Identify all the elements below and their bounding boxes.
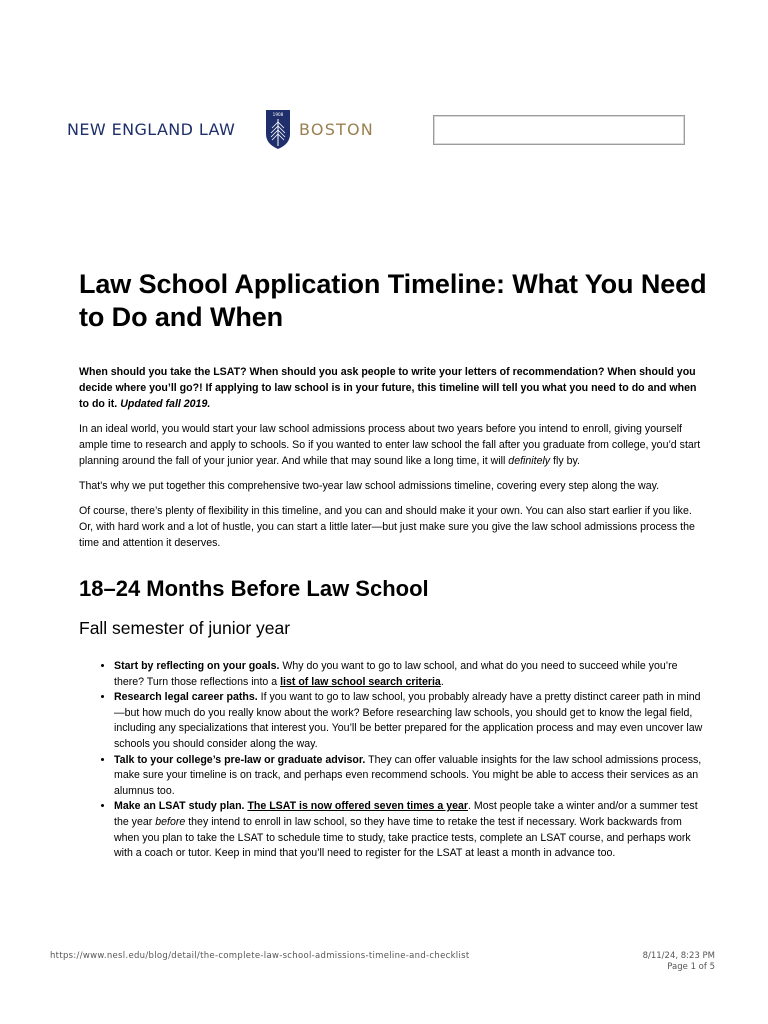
list-item-text: They can offer valuable insights for the law school admissions process, make sure your timeline is on track, and perhaps even recommend schools. You might be able to access their services as an alumnus too. <box>114 753 702 797</box>
list-item-lead: Research legal career paths. <box>114 691 258 704</box>
list-item-text: Why do you want to go to law school, and what do you need to succeed while you’re there? Turn those reflections into a <box>114 660 678 688</box>
footer-meta <box>643 951 715 973</box>
footer-page-number: Page 1 of 5 <box>667 962 715 972</box>
list-item-lead: Start by reflecting on your goals. <box>114 660 280 672</box>
paragraph-1-text-a: In an ideal world, you would start your law school admissions process about two years before you intend to enroll, giving yourself ample time to research and apply to schools. So if you wanted to enter law school the fall after you graduate from college, you’d start planning around the fall of your junior year. And while that may sound like a long time, it will <box>79 423 701 467</box>
paragraph-3: Of course, there’s plenty of flexibility in this timeline, and you can and should make it your own. You can also start earlier if you like. Or, with hard work and a lot of hustle, you can start a little later—but just make sure you give the law school admissions process the time and attention it deserves. <box>79 505 695 549</box>
footer-url: https://www.nesl.edu/blog/detail/the-complete-law-school-admissions-timeline-and-checklist <box>50 951 470 961</box>
article-content <box>79 268 707 862</box>
list-item-text: If you want to go to law school, you probably already have a pretty distinct career path in mind—but how much do you really know about the work? Before researching law schools, you should get to know the legal field, including any specializations that interest you. You’ll be better prepared for the application process and may even uncover law schools you should consider along the way. <box>114 691 703 750</box>
intro-text: When should you take the LSAT? When should you ask people to write your letters of recommendation? When should you decide where you’ll go?! If applying to law school is in your future, this timeline will tell you what you need to do and when to do it. <box>79 366 697 410</box>
list-item-text-end: . <box>440 675 444 688</box>
list-item-text-end: they intend to enroll in law school, so they have time to retake the test if necessary. Work backwards from when you plan to take the LSAT to schedule time to study, take practice tests, complete an LSAT course, and perhaps work with a coach or tutor. Keep in mind that you’ll need to register for the LSAT at least a month in advance too. <box>114 815 691 860</box>
list-item-lead: Make an LSAT study plan. <box>114 800 245 813</box>
site-header <box>0 0 768 160</box>
page-title: Law School Application Timeline: What You Need to Do and When <box>79 269 707 332</box>
list-item-emphasis: before <box>155 815 186 828</box>
list-item <box>114 799 707 861</box>
search-criteria-link[interactable]: list of law school search criteria <box>280 675 441 688</box>
logo-shield-icon[interactable] <box>263 108 293 150</box>
list-item <box>114 690 707 752</box>
subsection-heading: Fall semester of junior year <box>79 618 291 638</box>
checklist <box>79 659 707 862</box>
footer-timestamp: 8/11/24, 8:23 PM <box>642 951 715 961</box>
lsat-dates-link[interactable]: The LSAT is now offered seven times a year <box>247 800 469 813</box>
logo-text-boston[interactable]: BOSTON <box>299 120 374 139</box>
list-item-text: . Most people take a winter and/or a summer test the year <box>114 800 698 828</box>
paragraph-1-emphasis: definitely <box>508 455 551 467</box>
paragraph-2: That's why we put together this comprehensive two-year law school admissions timeline, covering every step along the way. <box>79 480 660 492</box>
intro-updated: Updated fall 2019. <box>120 398 211 410</box>
list-item-lead: Talk to your college’s pre-law or graduate advisor. <box>114 753 366 766</box>
section-heading: 18–24 Months Before Law School <box>79 576 429 601</box>
list-item <box>114 659 707 690</box>
paragraph-1 <box>79 421 707 469</box>
logo-year: 1908 <box>272 112 284 117</box>
search-input[interactable] <box>433 115 685 145</box>
logo-text-new-england-law[interactable]: NEW ENGLAND LAW <box>67 120 236 139</box>
paragraph-1-text-b: fly by. <box>550 455 580 467</box>
intro-paragraph <box>79 364 707 412</box>
list-item <box>114 753 707 800</box>
